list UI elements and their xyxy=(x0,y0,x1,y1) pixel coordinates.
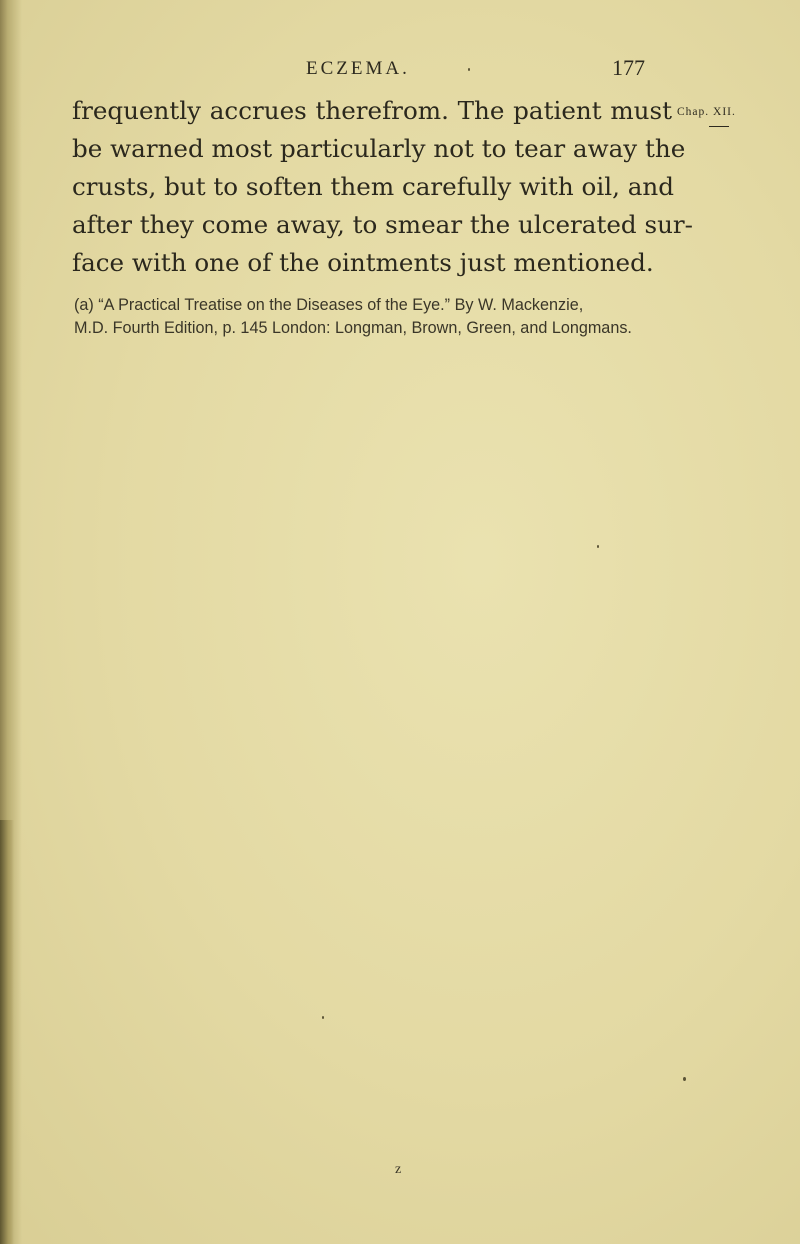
body-line: crusts, but to soften them carefully with oil, and xyxy=(72,172,674,201)
printer-signature-mark: z xyxy=(395,1162,402,1177)
body-paragraph xyxy=(72,92,693,282)
running-head-title: ECZEMA. xyxy=(306,58,410,79)
footnote-line: M.D. Fourth Edition, p. 145 London: Longman, Brown, Green, and Longmans. xyxy=(74,319,632,337)
paper-speck xyxy=(683,1077,686,1081)
chapter-label: Chap. XII. xyxy=(677,106,736,118)
chapter-underline xyxy=(709,126,729,127)
page-edge-shadow xyxy=(0,820,14,1244)
body-line: after they come away, to smear the ulcerated sur- xyxy=(72,210,693,239)
paper-speck xyxy=(597,545,599,548)
body-line: frequently accrues therefrom. The patient must xyxy=(72,96,672,125)
paper-speck xyxy=(322,1016,324,1019)
chapter-margin-note xyxy=(677,106,736,118)
body-line: face with one of the ointments just mentioned. xyxy=(72,248,654,277)
paper-speck xyxy=(468,68,470,71)
footnote-line: (a) “A Practical Treatise on the Diseases of the Eye.” By W. Mackenzie, xyxy=(74,296,584,314)
footnote xyxy=(74,294,674,340)
body-line: be warned most particularly not to tear away the xyxy=(72,134,686,163)
page-number: 177 xyxy=(612,55,645,80)
